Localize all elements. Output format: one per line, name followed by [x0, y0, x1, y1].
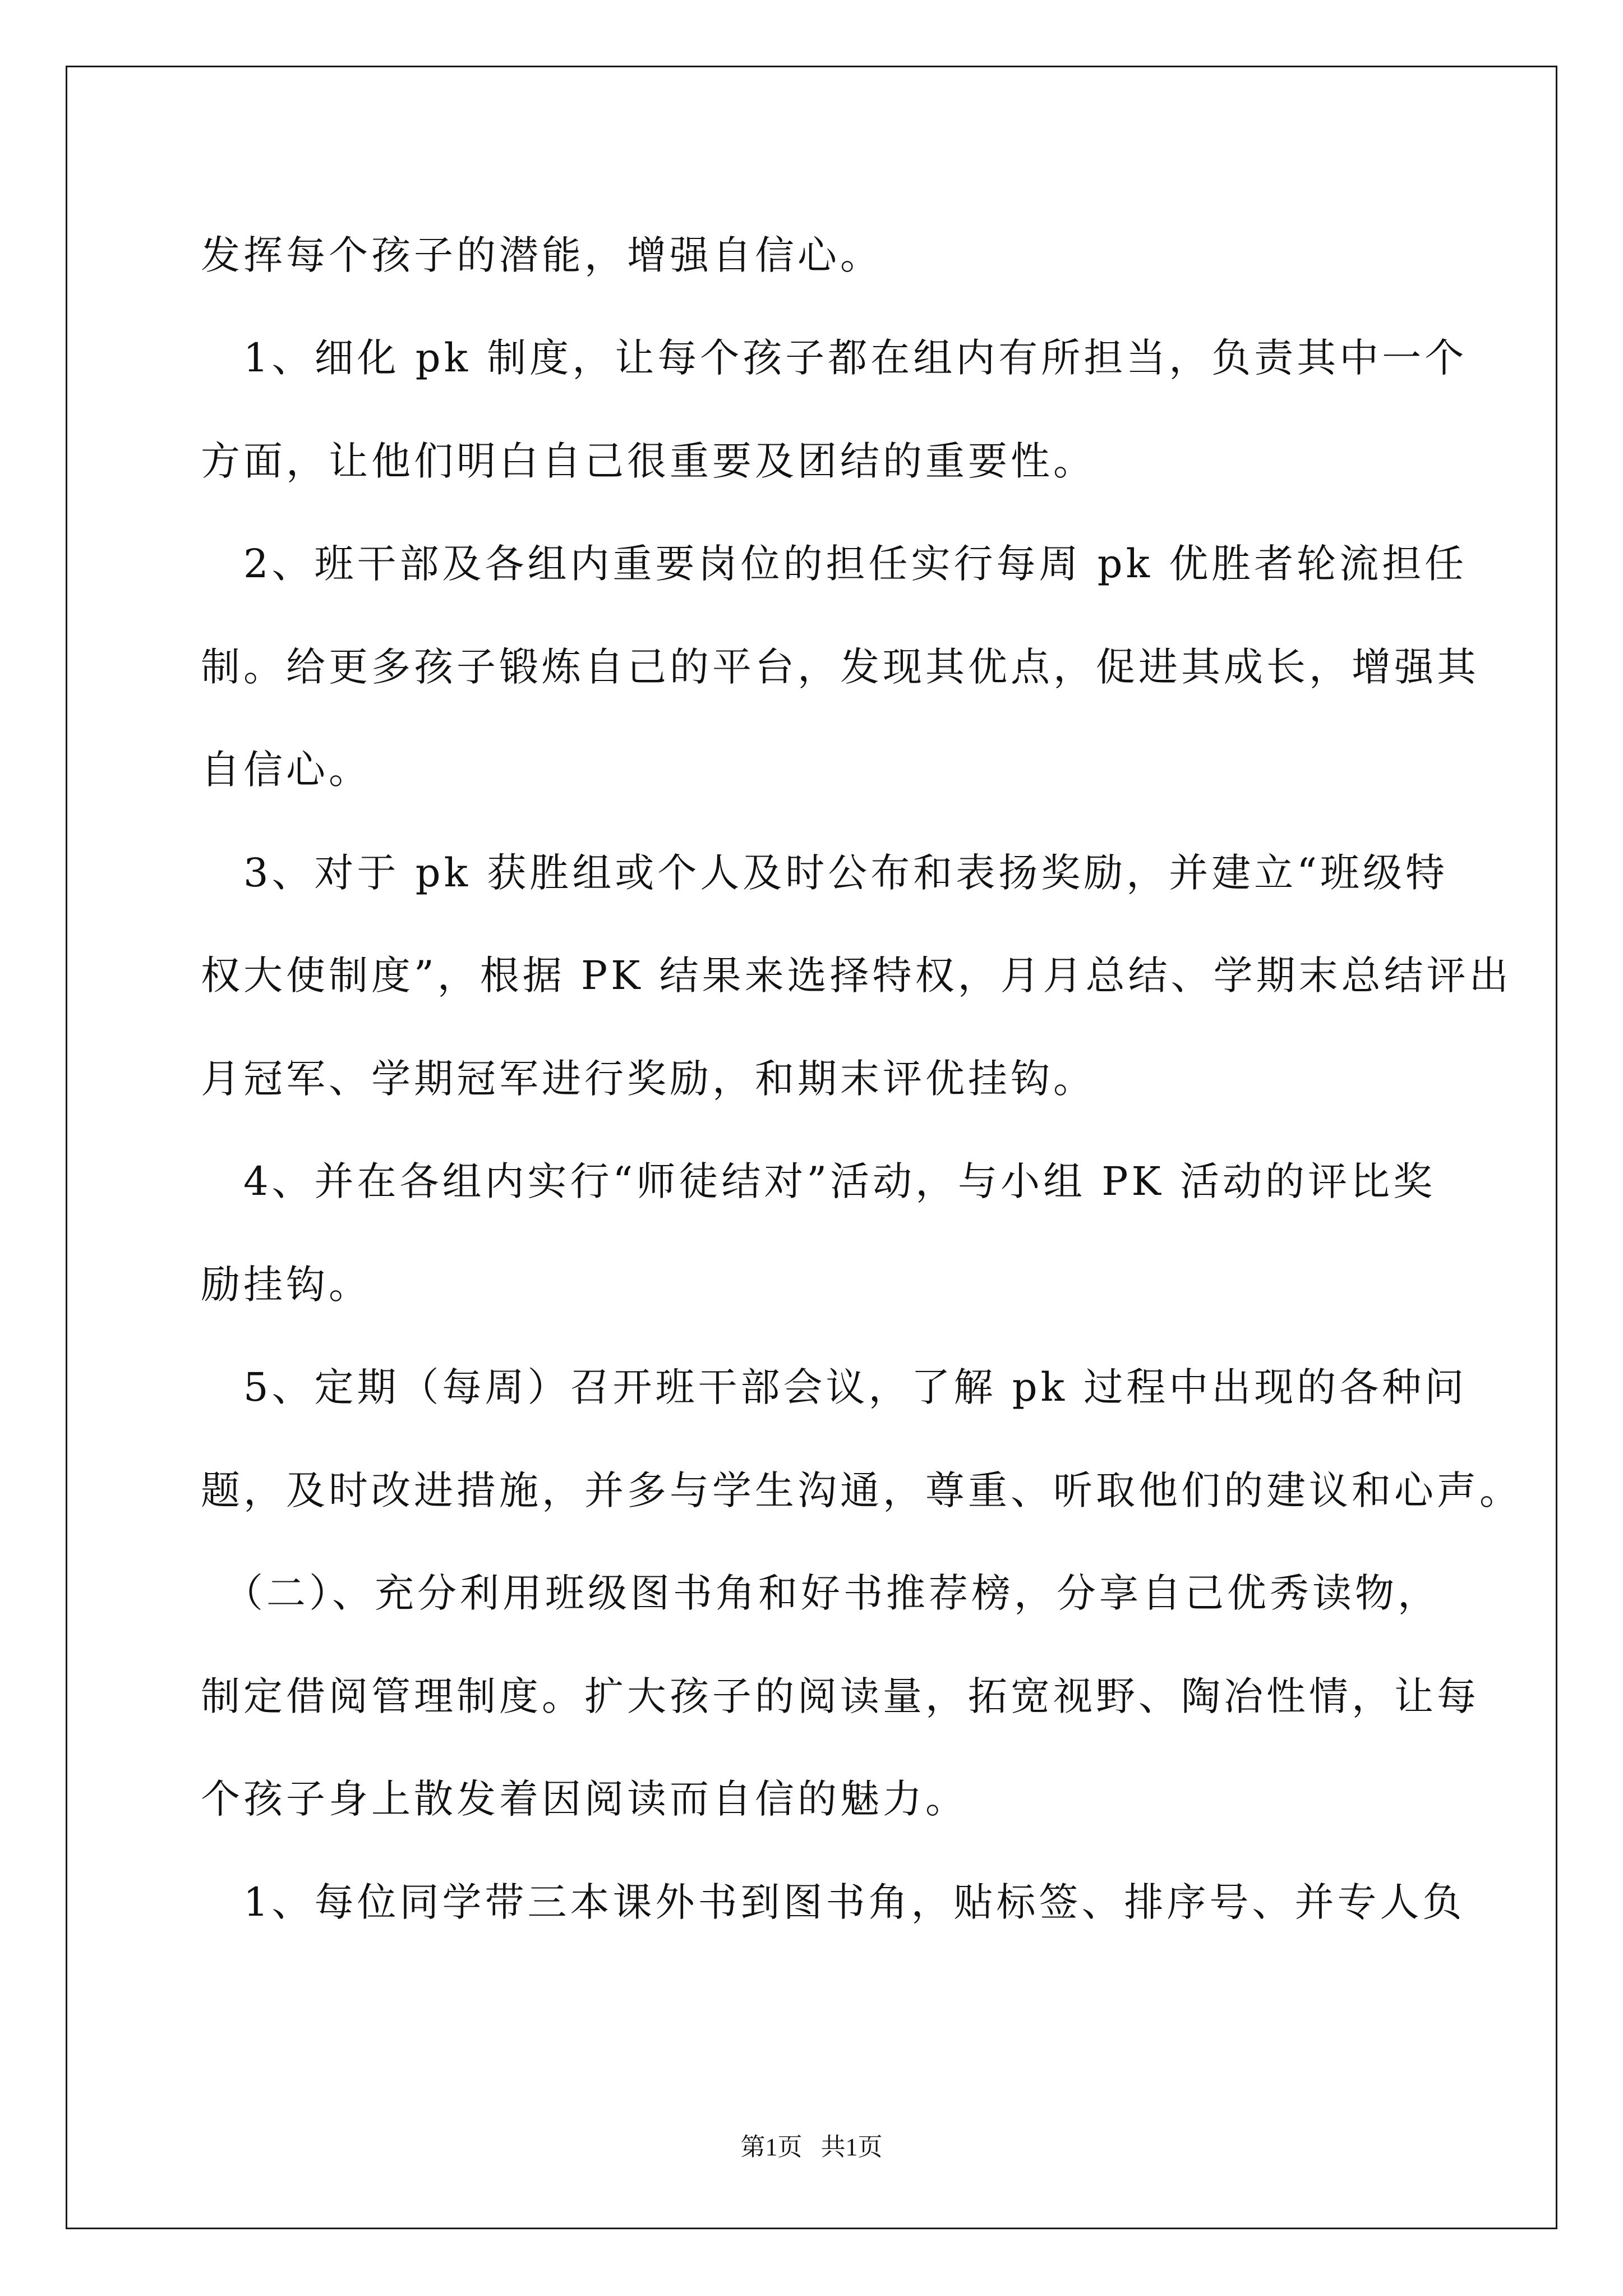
text-line: 3、对于 pk 获胜组或个人及时公布和表扬奖励，并建立“班级特	[201, 850, 1449, 896]
text-line: 自信心。	[201, 747, 371, 793]
text-line: 方面，让他们明白自己很重要及团结的重要性。	[201, 438, 1096, 484]
text-line: 制。给更多孩子锻炼自己的平台，发现其优点，促进其成长，增强其	[201, 644, 1479, 690]
text-line: 制定借阅管理制度。扩大孩子的阅读量，拓宽视野、陶冶性情，让每	[201, 1673, 1479, 1719]
text-line: 发挥每个孩子的潜能，增强自信心。	[201, 232, 883, 278]
text-line: 2、班干部及各组内重要岗位的担任实行每周 pk 优胜者轮流担任	[201, 541, 1468, 587]
text-line: 5、定期（每周）召开班干部会议，了解 pk 过程中出现的各种问	[201, 1364, 1468, 1410]
text-line: 励挂钩。	[201, 1262, 371, 1308]
page-footer: 第1页 共1页	[740, 2133, 883, 2161]
text-line: 月冠军、学期冠军进行奖励，和期末评优挂钩。	[201, 1056, 1096, 1102]
text-line: 题，及时改进措施，并多与学生沟通，尊重、听取他们的建议和心声。	[201, 1467, 1522, 1513]
text-line: 1、细化 pk 制度，让每个孩子都在组内有所担当，负责其中一个	[201, 335, 1468, 381]
text-line: （二）、充分利用班级图书角和好书推荐榜，分享自己优秀读物，	[201, 1570, 1440, 1616]
text-line: 权大使制度”，根据 PK 结果来选择特权，月月总结、学期末总结评出	[201, 953, 1512, 999]
text-line: 4、并在各组内实行“师徒结对”活动，与小组 PK 活动的评比奖	[201, 1158, 1436, 1204]
text-line: 个孩子身上散发着因阅读而自信的魅力。	[201, 1776, 968, 1822]
text-line: 1、每位同学带三本课外书到图书角，贴标签、排序号、并专人负	[201, 1879, 1465, 1925]
